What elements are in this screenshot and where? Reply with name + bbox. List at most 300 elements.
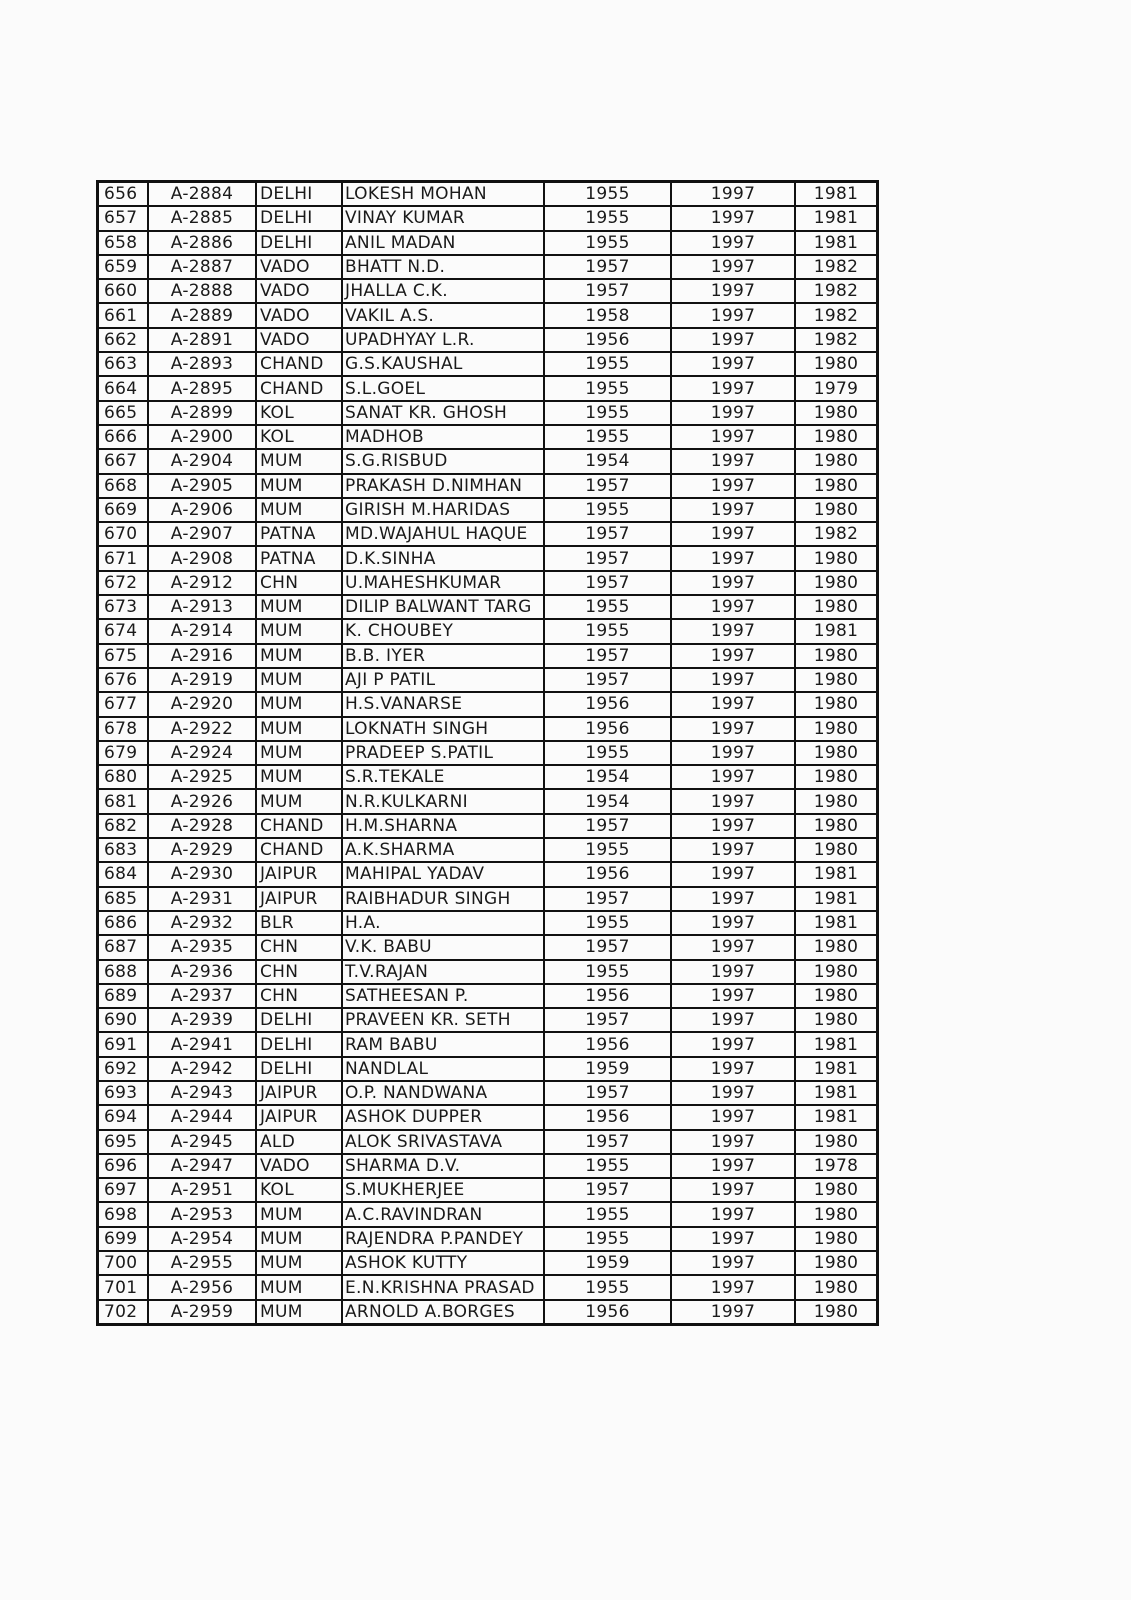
year-cell: 1981 <box>795 862 878 886</box>
table-row <box>98 1081 878 1105</box>
year-cell: 1997 <box>671 352 795 376</box>
city-cell: JAIPUR <box>256 887 342 911</box>
serial-number-cell: 702 <box>98 1300 149 1325</box>
year-cell: 1955 <box>544 231 671 255</box>
serial-number-cell: 700 <box>98 1251 149 1275</box>
table-row <box>98 935 878 959</box>
year-cell: 1980 <box>795 765 878 789</box>
year-cell: 1980 <box>795 668 878 692</box>
name-cell: H.M.SHARNA <box>342 814 544 838</box>
code-cell: A-2912 <box>148 571 256 595</box>
year-cell: 1997 <box>671 255 795 279</box>
year-cell: 1982 <box>795 279 878 303</box>
table-row <box>98 741 878 765</box>
year-cell: 1997 <box>671 231 795 255</box>
year-cell: 1957 <box>544 814 671 838</box>
year-cell: 1956 <box>544 862 671 886</box>
year-cell: 1997 <box>671 644 795 668</box>
name-cell: MAHIPAL YADAV <box>342 862 544 886</box>
year-cell: 1955 <box>544 182 671 207</box>
city-cell: MUM <box>256 1227 342 1251</box>
table-row <box>98 255 878 279</box>
serial-number-cell: 682 <box>98 814 149 838</box>
table-row <box>98 960 878 984</box>
serial-number-cell: 689 <box>98 984 149 1008</box>
city-cell: MUM <box>256 449 342 473</box>
city-cell: CHN <box>256 984 342 1008</box>
code-cell: A-2886 <box>148 231 256 255</box>
year-cell: 1997 <box>671 546 795 570</box>
name-cell: DILIP BALWANT TARG <box>342 595 544 619</box>
name-cell: S.MUKHERJEE <box>342 1178 544 1202</box>
name-cell: N.R.KULKARNI <box>342 789 544 813</box>
year-cell: 1980 <box>795 838 878 862</box>
year-cell: 1954 <box>544 765 671 789</box>
year-cell: 1980 <box>795 571 878 595</box>
year-cell: 1955 <box>544 376 671 400</box>
year-cell: 1980 <box>795 717 878 741</box>
serial-number-cell: 675 <box>98 644 149 668</box>
serial-number-cell: 681 <box>98 789 149 813</box>
table-row <box>98 1032 878 1056</box>
table-row <box>98 1008 878 1032</box>
serial-number-cell: 690 <box>98 1008 149 1032</box>
table-body <box>98 182 878 1325</box>
table-row <box>98 1178 878 1202</box>
serial-number-cell: 679 <box>98 741 149 765</box>
name-cell: UPADHYAY L.R. <box>342 328 544 352</box>
year-cell: 1980 <box>795 401 878 425</box>
table-row <box>98 1300 878 1325</box>
table-row <box>98 1105 878 1129</box>
year-cell: 1997 <box>671 741 795 765</box>
code-cell: A-2900 <box>148 425 256 449</box>
year-cell: 1997 <box>671 862 795 886</box>
year-cell: 1997 <box>671 401 795 425</box>
serial-number-cell: 665 <box>98 401 149 425</box>
city-cell: CHAND <box>256 838 342 862</box>
year-cell: 1980 <box>795 1251 878 1275</box>
code-cell: A-2908 <box>148 546 256 570</box>
year-cell: 1982 <box>795 522 878 546</box>
serial-number-cell: 667 <box>98 449 149 473</box>
name-cell: S.R.TEKALE <box>342 765 544 789</box>
year-cell: 1980 <box>795 692 878 716</box>
year-cell: 1957 <box>544 887 671 911</box>
year-cell: 1982 <box>795 328 878 352</box>
name-cell: G.S.KAUSHAL <box>342 352 544 376</box>
year-cell: 1997 <box>671 692 795 716</box>
table-row <box>98 887 878 911</box>
year-cell: 1997 <box>671 814 795 838</box>
city-cell: MUM <box>256 644 342 668</box>
year-cell: 1957 <box>544 474 671 498</box>
name-cell: B.B. IYER <box>342 644 544 668</box>
year-cell: 1997 <box>671 1057 795 1081</box>
city-cell: KOL <box>256 425 342 449</box>
year-cell: 1981 <box>795 206 878 230</box>
serial-number-cell: 680 <box>98 765 149 789</box>
name-cell: AJI P PATIL <box>342 668 544 692</box>
year-cell: 1955 <box>544 595 671 619</box>
table-row <box>98 1202 878 1226</box>
serial-number-cell: 695 <box>98 1130 149 1154</box>
year-cell: 1957 <box>544 644 671 668</box>
serial-number-cell: 672 <box>98 571 149 595</box>
year-cell: 1955 <box>544 1154 671 1178</box>
year-cell: 1997 <box>671 765 795 789</box>
code-cell: A-2936 <box>148 960 256 984</box>
year-cell: 1955 <box>544 1227 671 1251</box>
year-cell: 1982 <box>795 255 878 279</box>
table-row <box>98 765 878 789</box>
code-cell: A-2930 <box>148 862 256 886</box>
year-cell: 1997 <box>671 1300 795 1325</box>
table-row <box>98 619 878 643</box>
city-cell: VADO <box>256 279 342 303</box>
year-cell: 1980 <box>795 1130 878 1154</box>
year-cell: 1957 <box>544 668 671 692</box>
year-cell: 1980 <box>795 352 878 376</box>
year-cell: 1957 <box>544 279 671 303</box>
city-cell: ALD <box>256 1130 342 1154</box>
code-cell: A-2954 <box>148 1227 256 1251</box>
city-cell: KOL <box>256 1178 342 1202</box>
year-cell: 1980 <box>795 741 878 765</box>
year-cell: 1997 <box>671 328 795 352</box>
serial-number-cell: 671 <box>98 546 149 570</box>
serial-number-cell: 660 <box>98 279 149 303</box>
city-cell: BLR <box>256 911 342 935</box>
name-cell: ARNOLD A.BORGES <box>342 1300 544 1325</box>
code-cell: A-2920 <box>148 692 256 716</box>
serial-number-cell: 673 <box>98 595 149 619</box>
table-row <box>98 522 878 546</box>
code-cell: A-2956 <box>148 1275 256 1299</box>
year-cell: 1955 <box>544 206 671 230</box>
serial-number-cell: 678 <box>98 717 149 741</box>
year-cell: 1981 <box>795 231 878 255</box>
name-cell: E.N.KRISHNA PRASAD <box>342 1275 544 1299</box>
year-cell: 1980 <box>795 474 878 498</box>
code-cell: A-2893 <box>148 352 256 376</box>
year-cell: 1981 <box>795 1081 878 1105</box>
code-cell: A-2913 <box>148 595 256 619</box>
year-cell: 1955 <box>544 741 671 765</box>
year-cell: 1980 <box>795 498 878 522</box>
year-cell: 1956 <box>544 1032 671 1056</box>
year-cell: 1957 <box>544 1008 671 1032</box>
table-row <box>98 911 878 935</box>
city-cell: MUM <box>256 741 342 765</box>
year-cell: 1980 <box>795 814 878 838</box>
name-cell: S.L.GOEL <box>342 376 544 400</box>
serial-number-cell: 676 <box>98 668 149 692</box>
year-cell: 1997 <box>671 887 795 911</box>
data-table <box>96 180 879 1326</box>
table-row <box>98 1227 878 1251</box>
city-cell: DELHI <box>256 1008 342 1032</box>
year-cell: 1997 <box>671 789 795 813</box>
year-cell: 1957 <box>544 1081 671 1105</box>
code-cell: A-2907 <box>148 522 256 546</box>
code-cell: A-2884 <box>148 182 256 207</box>
table-row <box>98 838 878 862</box>
year-cell: 1997 <box>671 717 795 741</box>
year-cell: 1997 <box>671 1081 795 1105</box>
serial-number-cell: 661 <box>98 303 149 327</box>
city-cell: DELHI <box>256 1057 342 1081</box>
table-row <box>98 474 878 498</box>
serial-number-cell: 658 <box>98 231 149 255</box>
year-cell: 1997 <box>671 911 795 935</box>
code-cell: A-2925 <box>148 765 256 789</box>
serial-number-cell: 677 <box>98 692 149 716</box>
year-cell: 1978 <box>795 1154 878 1178</box>
year-cell: 1954 <box>544 449 671 473</box>
code-cell: A-2955 <box>148 1251 256 1275</box>
table-row <box>98 303 878 327</box>
code-cell: A-2922 <box>148 717 256 741</box>
code-cell: A-2888 <box>148 279 256 303</box>
table-row <box>98 1251 878 1275</box>
name-cell: PRADEEP S.PATIL <box>342 741 544 765</box>
serial-number-cell: 657 <box>98 206 149 230</box>
code-cell: A-2924 <box>148 741 256 765</box>
code-cell: A-2937 <box>148 984 256 1008</box>
year-cell: 1997 <box>671 984 795 1008</box>
table-row <box>98 182 878 207</box>
table-row <box>98 984 878 1008</box>
name-cell: PRAKASH D.NIMHAN <box>342 474 544 498</box>
year-cell: 1981 <box>795 1105 878 1129</box>
city-cell: CHN <box>256 571 342 595</box>
city-cell: MUM <box>256 619 342 643</box>
year-cell: 1955 <box>544 1202 671 1226</box>
table-row <box>98 717 878 741</box>
year-cell: 1979 <box>795 376 878 400</box>
year-cell: 1980 <box>795 789 878 813</box>
city-cell: VADO <box>256 255 342 279</box>
serial-number-cell: 666 <box>98 425 149 449</box>
year-cell: 1956 <box>544 717 671 741</box>
city-cell: CHN <box>256 935 342 959</box>
year-cell: 1997 <box>671 1130 795 1154</box>
city-cell: MUM <box>256 789 342 813</box>
serial-number-cell: 656 <box>98 182 149 207</box>
year-cell: 1980 <box>795 546 878 570</box>
code-cell: A-2939 <box>148 1008 256 1032</box>
name-cell: MD.WAJAHUL HAQUE <box>342 522 544 546</box>
year-cell: 1997 <box>671 1275 795 1299</box>
table-row <box>98 449 878 473</box>
year-cell: 1981 <box>795 887 878 911</box>
serial-number-cell: 692 <box>98 1057 149 1081</box>
year-cell: 1981 <box>795 182 878 207</box>
name-cell: VAKIL A.S. <box>342 303 544 327</box>
name-cell: PRAVEEN KR. SETH <box>342 1008 544 1032</box>
year-cell: 1980 <box>795 425 878 449</box>
year-cell: 1981 <box>795 1057 878 1081</box>
city-cell: VADO <box>256 328 342 352</box>
year-cell: 1955 <box>544 498 671 522</box>
name-cell: A.K.SHARMA <box>342 838 544 862</box>
name-cell: GIRISH M.HARIDAS <box>342 498 544 522</box>
year-cell: 1997 <box>671 1154 795 1178</box>
city-cell: CHN <box>256 960 342 984</box>
code-cell: A-2916 <box>148 644 256 668</box>
year-cell: 1957 <box>544 522 671 546</box>
serial-number-cell: 698 <box>98 1202 149 1226</box>
name-cell: O.P. NANDWANA <box>342 1081 544 1105</box>
serial-number-cell: 670 <box>98 522 149 546</box>
city-cell: MUM <box>256 474 342 498</box>
city-cell: PATNA <box>256 522 342 546</box>
city-cell: MUM <box>256 1275 342 1299</box>
serial-number-cell: 659 <box>98 255 149 279</box>
year-cell: 1997 <box>671 498 795 522</box>
city-cell: VADO <box>256 1154 342 1178</box>
code-cell: A-2942 <box>148 1057 256 1081</box>
table-row <box>98 231 878 255</box>
year-cell: 1957 <box>544 935 671 959</box>
name-cell: BHATT N.D. <box>342 255 544 279</box>
code-cell: A-2953 <box>148 1202 256 1226</box>
year-cell: 1955 <box>544 960 671 984</box>
year-cell: 1980 <box>795 1008 878 1032</box>
city-cell: CHAND <box>256 814 342 838</box>
year-cell: 1997 <box>671 1227 795 1251</box>
city-cell: MUM <box>256 595 342 619</box>
year-cell: 1997 <box>671 425 795 449</box>
serial-number-cell: 696 <box>98 1154 149 1178</box>
table-row <box>98 1275 878 1299</box>
year-cell: 1997 <box>671 449 795 473</box>
table-row <box>98 595 878 619</box>
table-row <box>98 498 878 522</box>
serial-number-cell: 663 <box>98 352 149 376</box>
name-cell: MADHOB <box>342 425 544 449</box>
year-cell: 1957 <box>544 255 671 279</box>
year-cell: 1955 <box>544 619 671 643</box>
code-cell: A-2899 <box>148 401 256 425</box>
city-cell: JAIPUR <box>256 1105 342 1129</box>
city-cell: MUM <box>256 765 342 789</box>
name-cell: RAIBHADUR SINGH <box>342 887 544 911</box>
serial-number-cell: 684 <box>98 862 149 886</box>
year-cell: 1997 <box>671 935 795 959</box>
table-row <box>98 328 878 352</box>
city-cell: DELHI <box>256 206 342 230</box>
serial-number-cell: 699 <box>98 1227 149 1251</box>
code-cell: A-2906 <box>148 498 256 522</box>
code-cell: A-2905 <box>148 474 256 498</box>
table-row <box>98 644 878 668</box>
table-row <box>98 1154 878 1178</box>
city-cell: MUM <box>256 692 342 716</box>
year-cell: 1957 <box>544 546 671 570</box>
city-cell: CHAND <box>256 352 342 376</box>
table-row <box>98 352 878 376</box>
code-cell: A-2945 <box>148 1130 256 1154</box>
code-cell: A-2929 <box>148 838 256 862</box>
code-cell: A-2891 <box>148 328 256 352</box>
serial-number-cell: 686 <box>98 911 149 935</box>
name-cell: ASHOK KUTTY <box>342 1251 544 1275</box>
table-row <box>98 425 878 449</box>
table-row <box>98 668 878 692</box>
serial-number-cell: 691 <box>98 1032 149 1056</box>
city-cell: MUM <box>256 668 342 692</box>
year-cell: 1955 <box>544 401 671 425</box>
code-cell: A-2926 <box>148 789 256 813</box>
code-cell: A-2914 <box>148 619 256 643</box>
code-cell: A-2928 <box>148 814 256 838</box>
city-cell: JAIPUR <box>256 1081 342 1105</box>
name-cell: VINAY KUMAR <box>342 206 544 230</box>
serial-number-cell: 697 <box>98 1178 149 1202</box>
year-cell: 1997 <box>671 522 795 546</box>
code-cell: A-2887 <box>148 255 256 279</box>
code-cell: A-2947 <box>148 1154 256 1178</box>
city-cell: MUM <box>256 1202 342 1226</box>
name-cell: LOKNATH SINGH <box>342 717 544 741</box>
year-cell: 1956 <box>544 328 671 352</box>
name-cell: A.C.RAVINDRAN <box>342 1202 544 1226</box>
year-cell: 1956 <box>544 1105 671 1129</box>
year-cell: 1956 <box>544 984 671 1008</box>
year-cell: 1997 <box>671 595 795 619</box>
serial-number-cell: 687 <box>98 935 149 959</box>
year-cell: 1980 <box>795 984 878 1008</box>
city-cell: DELHI <box>256 231 342 255</box>
serial-number-cell: 685 <box>98 887 149 911</box>
city-cell: DELHI <box>256 182 342 207</box>
code-cell: A-2931 <box>148 887 256 911</box>
name-cell: RAJENDRA P.PANDEY <box>342 1227 544 1251</box>
year-cell: 1997 <box>671 838 795 862</box>
year-cell: 1997 <box>671 279 795 303</box>
serial-number-cell: 662 <box>98 328 149 352</box>
city-cell: MUM <box>256 1251 342 1275</box>
table-row <box>98 1130 878 1154</box>
name-cell: V.K. BABU <box>342 935 544 959</box>
table-row <box>98 692 878 716</box>
year-cell: 1997 <box>671 1178 795 1202</box>
city-cell: MUM <box>256 498 342 522</box>
year-cell: 1981 <box>795 619 878 643</box>
code-cell: A-2944 <box>148 1105 256 1129</box>
table-row <box>98 279 878 303</box>
code-cell: A-2904 <box>148 449 256 473</box>
name-cell: K. CHOUBEY <box>342 619 544 643</box>
year-cell: 1955 <box>544 838 671 862</box>
year-cell: 1954 <box>544 789 671 813</box>
year-cell: 1980 <box>795 935 878 959</box>
serial-number-cell: 669 <box>98 498 149 522</box>
year-cell: 1956 <box>544 692 671 716</box>
name-cell: ANIL MADAN <box>342 231 544 255</box>
year-cell: 1997 <box>671 206 795 230</box>
table-row <box>98 571 878 595</box>
name-cell: D.K.SINHA <box>342 546 544 570</box>
year-cell: 1980 <box>795 644 878 668</box>
code-cell: A-2895 <box>148 376 256 400</box>
year-cell: 1958 <box>544 303 671 327</box>
year-cell: 1997 <box>671 619 795 643</box>
code-cell: A-2935 <box>148 935 256 959</box>
name-cell: LOKESH MOHAN <box>342 182 544 207</box>
